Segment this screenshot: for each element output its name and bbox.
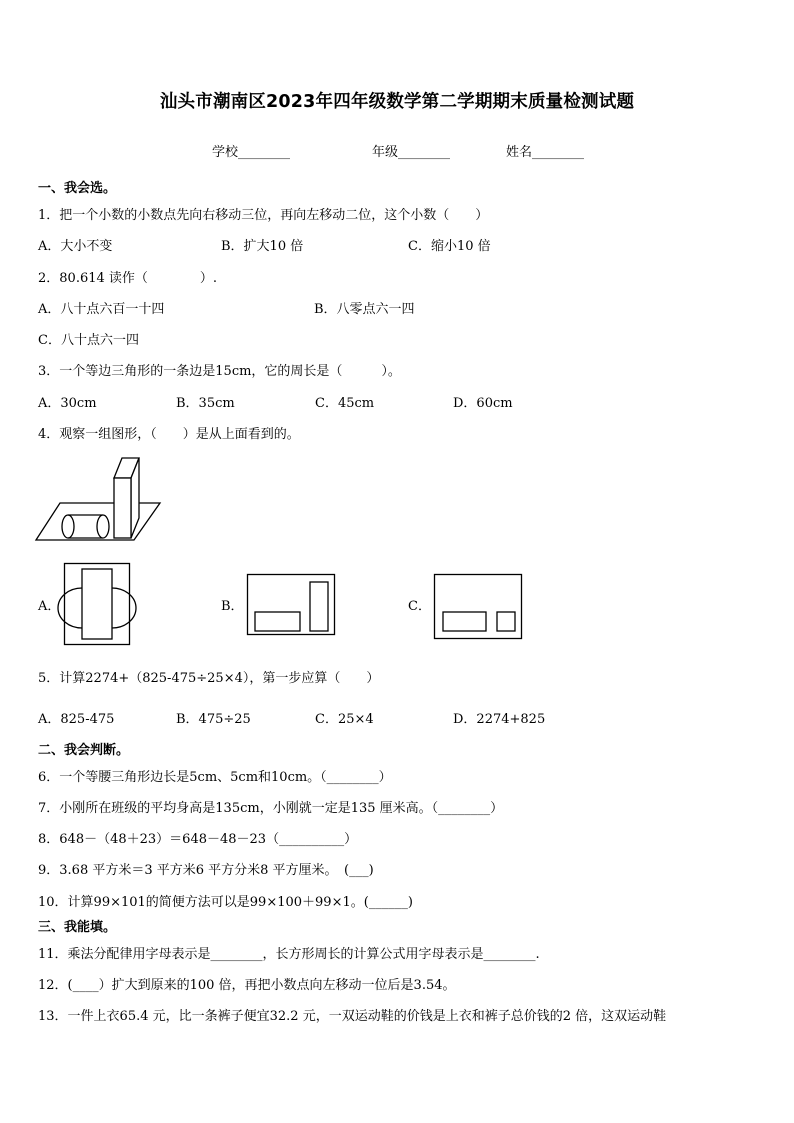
question-7: 7．小刚所在班级的平均身高是135cm，小刚就一定是135 厘米高。（________） xyxy=(38,801,504,816)
q3-option-c: C．45cm xyxy=(315,396,375,411)
question-2-stem: 2．80.614 读作（ ）. xyxy=(38,271,218,286)
q5-option-d: D．2274+825 xyxy=(453,712,546,727)
question-8: 8．648－（48＋23）＝648－48－23（__________） xyxy=(38,832,358,847)
question-10: 10．计算99×101的简便方法可以是99×100＋99×1。(______) xyxy=(38,895,413,910)
q3-option-b: B．35cm xyxy=(176,396,235,411)
q4-option-c-figure xyxy=(434,574,522,639)
q1-option-c: C．缩小10 倍 xyxy=(408,239,491,254)
grade-field: 年级________ xyxy=(372,145,451,160)
q2-option-b: B．八零点六一四 xyxy=(314,302,415,317)
q4-option-b-label: B． xyxy=(221,599,244,614)
question-4-stem: 4．观察一组图形，（ ）是从上面看到的。 xyxy=(38,427,300,442)
question-1-stem: 1．把一个小数的小数点先向右移动三位，再向左移动二位，这个小数（ ） xyxy=(38,208,489,223)
q2-option-c: C．八十点六一四 xyxy=(38,333,139,348)
section-heading-fill: 三、我能填。 xyxy=(38,920,117,935)
q3-option-d: D．60cm xyxy=(453,396,513,411)
page-title: 汕头市潮南区2023年四年级数学第二学期期末质量检测试题 xyxy=(159,92,635,112)
question-3-stem: 3．一个等边三角形的一条边是15cm，它的周长是（ ）。 xyxy=(38,364,401,379)
q3-option-a: A．30cm xyxy=(38,396,97,411)
q4-option-b-figure xyxy=(247,574,335,635)
q5-option-c: C．25×4 xyxy=(315,712,374,727)
question-13: 13．一件上衣65.4 元，比一条裤子便宜32.2 元，一双运动鞋的价钱是上衣和裤子总价钱的2 倍，这双运动鞋 xyxy=(38,1009,667,1024)
q4-option-a-figure xyxy=(64,563,130,645)
name-field: 姓名________ xyxy=(506,145,585,160)
question-5-stem: 5．计算2274+（825-475÷25×4），第一步应算（ ） xyxy=(38,671,380,686)
q4-option-a-label: A． xyxy=(38,599,61,614)
question-11: 11．乘法分配律用字母表示是________，长方形周长的计算公式用字母表示是________. xyxy=(38,947,540,962)
q4-option-c-label: C． xyxy=(408,599,431,614)
school-field: 学校________ xyxy=(212,145,291,160)
section-heading-choice: 一、我会选。 xyxy=(38,181,117,196)
question-6: 6．一个等腰三角形边长是5cm、5cm和10cm。（________） xyxy=(38,770,392,785)
q2-option-a: A．八十点六百一十四 xyxy=(38,302,165,317)
question-12: 12．(____）扩大到原来的100 倍，再把小数点向左移动一位后是3.54。 xyxy=(38,978,456,993)
q5-option-a: A．825-475 xyxy=(38,712,115,727)
question-9: 9．3.68 平方米＝3 平方米6 平方分米8 平方厘米。 (___) xyxy=(38,863,374,878)
q1-option-b: B．扩大10 倍 xyxy=(221,239,304,254)
q1-option-a: A．大小不变 xyxy=(38,239,113,254)
q4-3d-figure xyxy=(36,456,164,542)
q5-option-b: B．475÷25 xyxy=(176,712,251,727)
section-heading-judge: 二、我会判断。 xyxy=(38,743,130,758)
